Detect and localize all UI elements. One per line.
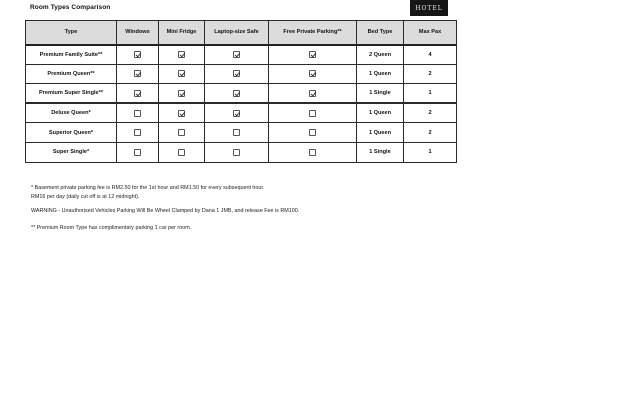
bed-type-cell: 1 Queen (357, 123, 404, 143)
free-parking-cell (269, 45, 357, 65)
room-type-cell: Superior Queen* (26, 123, 117, 143)
free-parking-cell (269, 142, 357, 162)
bed-type-cell: 1 Single (357, 84, 404, 104)
checked-checkbox-icon (134, 51, 141, 58)
mini-fridge-cell (159, 64, 205, 84)
checked-checkbox-icon (178, 110, 185, 117)
laptop-safe-cell (205, 142, 269, 162)
free-parking-cell (269, 84, 357, 104)
laptop-safe-cell (205, 45, 269, 65)
unchecked-checkbox-icon (134, 149, 141, 156)
header-laptop-safe: Laptop-size Safe (205, 21, 269, 45)
header-type: Type (26, 21, 117, 45)
checked-checkbox-icon (233, 51, 240, 58)
bed-type-cell: 2 Queen (357, 45, 404, 65)
max-pax-cell: 4 (404, 45, 457, 65)
unchecked-checkbox-icon (134, 129, 141, 136)
room-type-cell: Deluxe Queen* (26, 103, 117, 123)
mini-fridge-cell (159, 84, 205, 104)
checked-checkbox-icon (309, 51, 316, 58)
unchecked-checkbox-icon (309, 110, 316, 117)
page-title: Room Types Comparison (30, 4, 111, 11)
max-pax-cell: 1 (404, 84, 457, 104)
laptop-safe-cell (205, 64, 269, 84)
checked-checkbox-icon (134, 70, 141, 77)
windows-cell (117, 123, 159, 143)
header-max-pax: Max Pax (404, 21, 457, 45)
windows-cell (117, 84, 159, 104)
laptop-safe-cell (205, 84, 269, 104)
table-row (26, 123, 457, 143)
room-type-cell: Super Single* (26, 142, 117, 162)
checked-checkbox-icon (233, 90, 240, 97)
checked-checkbox-icon (309, 70, 316, 77)
unchecked-checkbox-icon (309, 129, 316, 136)
unchecked-checkbox-icon (233, 129, 240, 136)
checked-checkbox-icon (178, 90, 185, 97)
unchecked-checkbox-icon (233, 149, 240, 156)
free-parking-cell (269, 103, 357, 123)
unchecked-checkbox-icon (178, 129, 185, 136)
room-comparison-table (25, 20, 457, 163)
unchecked-checkbox-icon (134, 110, 141, 117)
max-pax-cell: 1 (404, 142, 457, 162)
bed-type-cell: 1 Queen (357, 64, 404, 84)
laptop-safe-cell (205, 123, 269, 143)
table-row (26, 103, 457, 123)
unchecked-checkbox-icon (309, 149, 316, 156)
unchecked-checkbox-icon (178, 149, 185, 156)
max-pax-cell: 2 (404, 103, 457, 123)
table-row (26, 142, 457, 162)
table-row (26, 64, 457, 84)
premium-parking-note: ** Premium Room Type has complimentary parking 1 car per room. (31, 224, 192, 231)
max-pax-cell: 2 (404, 123, 457, 143)
header-windows: Windows (117, 21, 159, 45)
room-type-cell: Premium Family Suite** (26, 45, 117, 65)
table-row (26, 84, 457, 104)
max-pax-cell: 2 (404, 64, 457, 84)
windows-cell (117, 142, 159, 162)
windows-cell (117, 45, 159, 65)
mini-fridge-cell (159, 45, 205, 65)
checked-checkbox-icon (309, 90, 316, 97)
hotel-logo: HOTEL (410, 0, 448, 16)
mini-fridge-cell (159, 142, 205, 162)
header-mini-fridge: Mini Fridge (159, 21, 205, 45)
free-parking-cell (269, 123, 357, 143)
parking-fee-line-2: RM16 per day (daily cut off is at 12 midnight). (31, 193, 140, 200)
clamping-warning: WARNING - Unauthorised Vehicles Parking Will Be Wheel Clamped by Dana 1 JMB, and release Fee is RM100. (31, 208, 300, 214)
windows-cell (117, 64, 159, 84)
bed-type-cell: 1 Queen (357, 103, 404, 123)
parking-fee-note (31, 184, 451, 201)
room-type-cell: Premium Queen** (26, 64, 117, 84)
laptop-safe-cell (205, 103, 269, 123)
parking-fee-line-1: * Basement private parking fee is RM2.50 for the 1st hour and RM1.50 for every subsequent hour. (31, 185, 265, 191)
bed-type-cell: 1 Single (357, 142, 404, 162)
checked-checkbox-icon (233, 110, 240, 117)
checked-checkbox-icon (178, 70, 185, 77)
table-header-row (26, 21, 457, 45)
footnotes (31, 184, 451, 240)
room-type-cell: Premium Super Single** (26, 84, 117, 104)
checked-checkbox-icon (178, 51, 185, 58)
checked-checkbox-icon (134, 90, 141, 97)
free-parking-cell (269, 64, 357, 84)
header-free-parking: Free Private Parking** (269, 21, 357, 45)
header-bed-type: Bed Type (357, 21, 404, 45)
table-row (26, 45, 457, 65)
windows-cell (117, 103, 159, 123)
checked-checkbox-icon (233, 70, 240, 77)
mini-fridge-cell (159, 123, 205, 143)
mini-fridge-cell (159, 103, 205, 123)
